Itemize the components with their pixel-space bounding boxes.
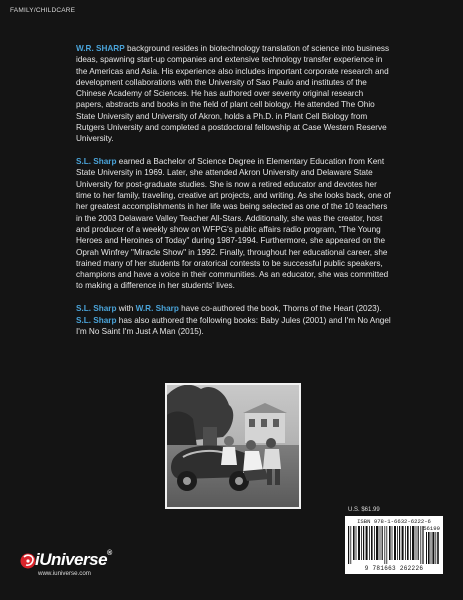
- author-name: S.L. Sharp: [76, 157, 117, 167]
- bio-text: earned a Bachelor of Science Degree in Elementary Education from Kent State University in 1969. Later, she attended Akron University and Delaware State University for post-graduate studies. She is now a retired educator and devotes her time to her family, traveling, creative art projects, and writing. As she looks back, one of her greatest accomplishments in her life was being selected as one of the 10 teachers in the 2003 Delaware Valley Teacher All-Stars. Additionally, she was the creator, host and producer of a weekly show on WFPG's public affairs radio program, "The Young Heroes and Heroines of Today" during 1987-1994. Furthermore, she appeared on the Oprah Winfrey "Miracle Show" in 1992. Finally, throughout her educational career, she trained many of her students for oratorical contests to be successful public speakers, champions and have a voice in their communities. As an educator, she was committed to making a difference in her students' lives.: [76, 157, 391, 291]
- price-code: 56199: [423, 525, 440, 532]
- bio-text: with: [116, 304, 136, 314]
- vintage-photo: [165, 383, 301, 509]
- iuniverse-swirl-icon: [20, 551, 36, 571]
- registered-mark: ®: [107, 550, 112, 557]
- price-label: U.S. $61.99: [348, 507, 380, 513]
- coauthor-paragraph: [76, 303, 392, 337]
- barcode-digits: 9 781663 262226: [364, 565, 424, 572]
- bio-text: has also authored the following books: Baby Jules (2001) and I'm No Angel I'm No Saint I'm Just A Man (2015).: [76, 315, 391, 336]
- isbn-barcode: [345, 516, 443, 574]
- publisher-logo: [20, 551, 140, 581]
- author-bios: [76, 43, 392, 349]
- bio-text: background resides in biotechnology translation of science into business ideas, spawning start-up companies and extensive technology transfer experience in the Americas and Asia. His experience also includes important corporate research and development collaborations with the University of Sao Paulo and institutes of the Chinese Academy of Sciences. He has authored over seventy original research papers, abstracts and books in the field of plant cell biology. He attended The Ohio State University and University of Akron, holds a Ph.D. in Plant Cell Biology from Rutgers University and completed a postdoctoral fellowship at Case Western Reserve University.: [76, 44, 390, 144]
- publisher-wordmark: iUniverse: [35, 550, 108, 569]
- author-name: S.L. Sharp: [76, 315, 117, 325]
- publisher-name: [35, 550, 112, 570]
- isbn-text: [348, 518, 440, 525]
- bio-wr-sharp: [76, 43, 392, 145]
- publisher-url: www.iuniverse.com: [38, 570, 91, 577]
- author-name: S.L. Sharp: [76, 304, 117, 314]
- vintage-photo-illustration: [167, 385, 299, 507]
- author-name: W.R. SHARP: [76, 44, 125, 53]
- isbn-number: ISBN 978-1-6632-6222-6: [357, 518, 431, 525]
- author-name: W.R. Sharp: [135, 304, 179, 314]
- category-label: FAMILY/CHILDCARE: [10, 7, 76, 14]
- bio-text: have co-authored the book, Thorns of the Heart (2023).: [178, 304, 382, 314]
- bio-sl-sharp: [76, 156, 392, 292]
